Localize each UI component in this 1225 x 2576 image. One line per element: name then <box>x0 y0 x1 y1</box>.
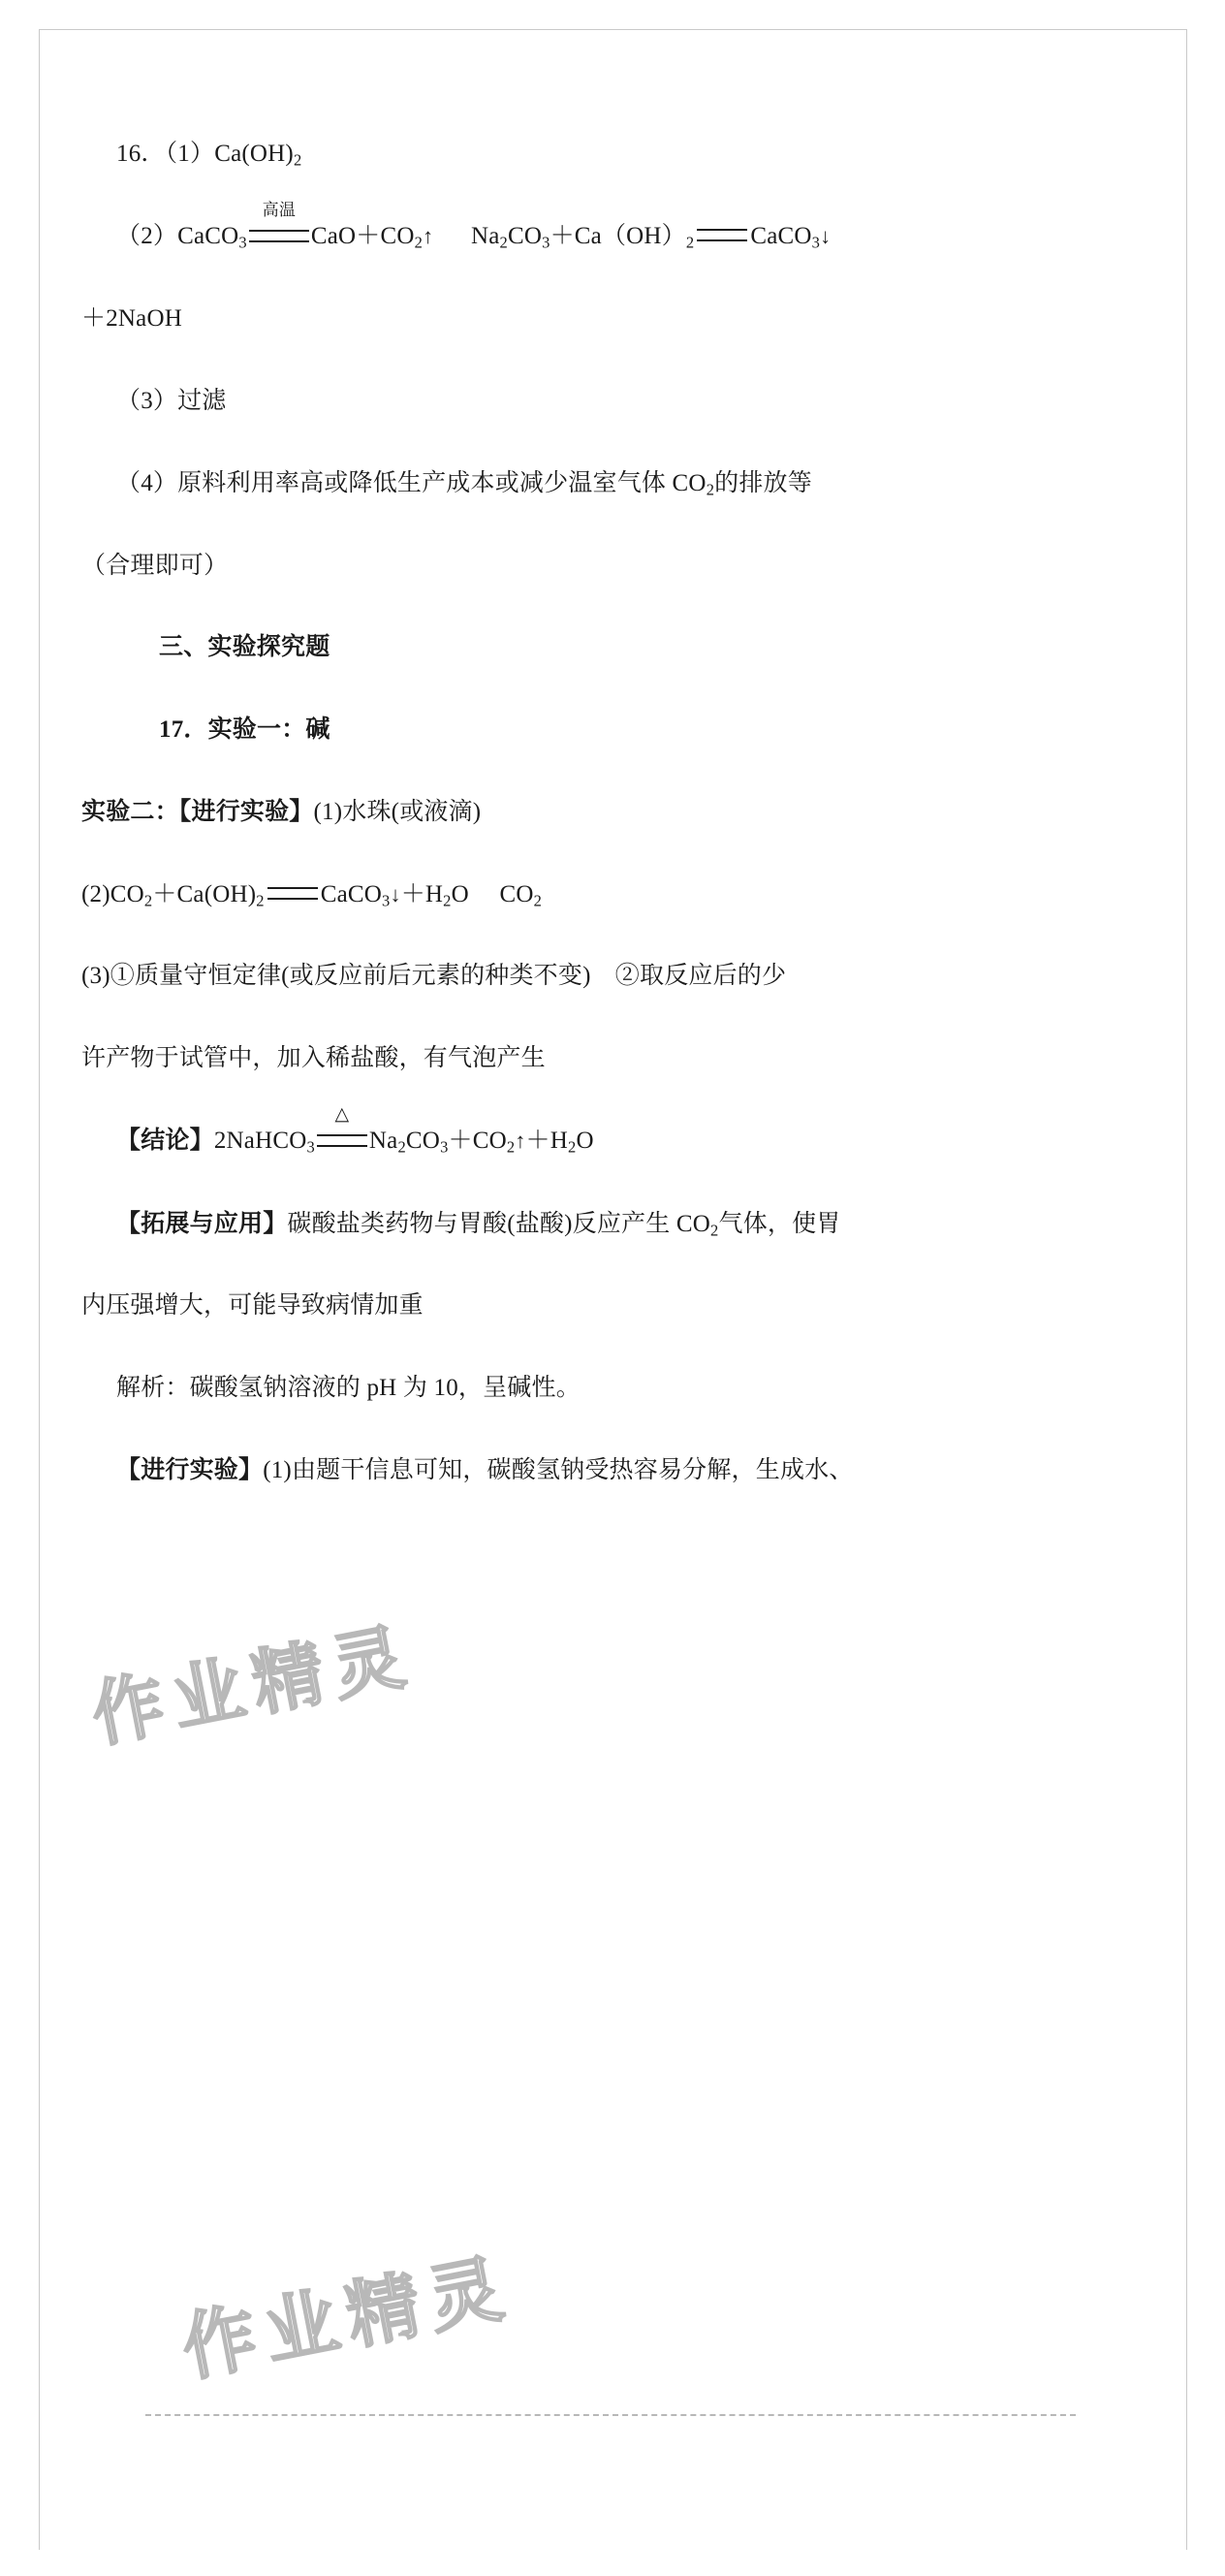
equals-bar <box>317 1134 367 1147</box>
eq-na: Na <box>368 1127 398 1154</box>
subscript: 2 <box>710 1221 719 1240</box>
answer-17-experiment-1: 17．实验一：碱 <box>159 716 330 744</box>
equals-bar <box>267 887 318 900</box>
subscript: 2 <box>533 891 543 910</box>
subscript: 3 <box>306 1137 315 1157</box>
product-caco3: CaCO <box>750 222 812 249</box>
analysis-line1: 解析：碳酸氢钠溶液的 pH 为 10，呈碱性。 <box>116 1375 581 1402</box>
answer-key-content <box>81 136 1105 1535</box>
eq-caco3: CaCO <box>320 880 383 907</box>
answer-16-3: （3）过滤 <box>116 388 227 415</box>
answer-17-experiment-2-line2 <box>81 876 1105 914</box>
subscript: 2 <box>443 891 452 910</box>
answer-16-4 <box>116 465 1105 503</box>
page-border-left <box>39 29 40 2550</box>
watermark-top: 作业精灵 <box>85 1614 421 1757</box>
eq-h2: ＋H <box>525 1127 568 1154</box>
analysis-text: (1)由题干信息可知，碳酸氢钠受热容易分解，生成水、 <box>263 1456 854 1483</box>
subscript: 2 <box>706 480 715 499</box>
reaction-arrow-heating <box>317 1103 367 1161</box>
answer-16-4-continued: （合理即可） <box>81 552 229 579</box>
heating-triangle-icon: △ <box>334 1103 350 1125</box>
reactant-co: CO <box>508 222 543 249</box>
precipitate-arrow-icon: ↓ <box>820 223 832 248</box>
section-heading-experiment: 三、实验探究题 <box>159 634 330 661</box>
answer-17-conclusion <box>116 1103 1105 1161</box>
analysis-line2 <box>116 1452 1105 1490</box>
eq-co: CO <box>405 1127 441 1154</box>
eq-tail: O CO <box>451 880 534 907</box>
subscript: 2 <box>293 150 302 170</box>
answer-17-extension-line1 <box>116 1206 1105 1244</box>
extension-text-b: 气体，使胃 <box>718 1210 841 1237</box>
answer-16-2 <box>116 200 1105 257</box>
subscript: 2 <box>567 1137 577 1157</box>
reaction-condition-label: 高温 <box>262 200 297 219</box>
subscript: 2 <box>506 1137 516 1157</box>
answer-16-4-text-a: （4）原料利用率高或降低生产成本或减少温室气体 CO <box>116 469 707 496</box>
equals-bar <box>697 229 747 241</box>
eq-o: O <box>576 1127 594 1154</box>
eq-co2: ＋CO <box>448 1127 507 1154</box>
eq-caoh: ＋Ca(OH) <box>152 880 257 907</box>
experiment-procedure-label: 【进行实验】 <box>116 1456 264 1483</box>
eq-h2o: ＋H <box>400 880 444 907</box>
subscript: 3 <box>238 233 247 252</box>
subscript: 3 <box>811 233 821 252</box>
answer-16-1-text: （1）Ca(OH) <box>165 141 294 167</box>
watermark-bottom: 作业精灵 <box>175 2245 519 2391</box>
subscript: 2 <box>397 1137 406 1157</box>
subscript: 3 <box>440 1137 449 1157</box>
answer-17-experiment-2-line4: 许产物于试管中，加入稀盐酸，有气泡产生 <box>81 1045 546 1072</box>
question-number-16: 16． <box>116 141 166 167</box>
reactant-caoh: ＋Ca（OH） <box>550 222 686 249</box>
answer-16-2-continued: ＋2NaOH <box>81 305 182 333</box>
precipitate-arrow-icon: ↓ <box>390 881 401 906</box>
page-border-top <box>39 29 1186 30</box>
gas-arrow-icon: ↑ <box>515 1128 526 1153</box>
subscript: 3 <box>382 891 391 910</box>
answer-17-experiment-2-line3: (3)①质量守恒定律(或反应前后元素的种类不变) ②取反应后的少 <box>81 963 787 990</box>
subscript: 2 <box>256 891 265 910</box>
answer-17-experiment-2-line1 <box>81 794 1105 832</box>
answer-17-extension-line2: 内压强增大，可能导致病情加重 <box>81 1292 424 1320</box>
extension-label: 【拓展与应用】 <box>116 1210 288 1237</box>
subscript: 3 <box>542 233 550 252</box>
answer-16-1 <box>116 136 1105 174</box>
page-border-right <box>1186 29 1187 2550</box>
product-cao-co2: CaO＋CO <box>310 222 415 249</box>
subscript: 2 <box>499 233 508 252</box>
reaction-arrow-high-temp <box>249 200 309 257</box>
eq-nahco3: 2NaHCO <box>213 1127 307 1154</box>
eq-co2: (2)CO <box>81 880 144 907</box>
experiment-2-label: 实验二：【进行实验】 <box>81 798 314 825</box>
footer-divider <box>145 2414 1076 2416</box>
conclusion-label: 【结论】 <box>116 1127 214 1154</box>
gas-arrow-icon: ↑ <box>423 223 434 248</box>
extension-text-a: 碳酸盐类药物与胃酸(盐酸)反应产生 CO <box>287 1210 711 1237</box>
experiment-2-answer-1: (1)水珠(或液滴) <box>313 798 482 825</box>
reactant-na: Na <box>470 222 500 249</box>
answer-16-4-text-b: 的排放等 <box>714 469 812 496</box>
answer-16-2-prefix: （2）CaCO <box>116 222 239 249</box>
equals-bar <box>249 230 309 242</box>
subscript: 2 <box>414 233 424 252</box>
subscript: 2 <box>143 891 153 910</box>
subscript: 2 <box>685 233 695 252</box>
